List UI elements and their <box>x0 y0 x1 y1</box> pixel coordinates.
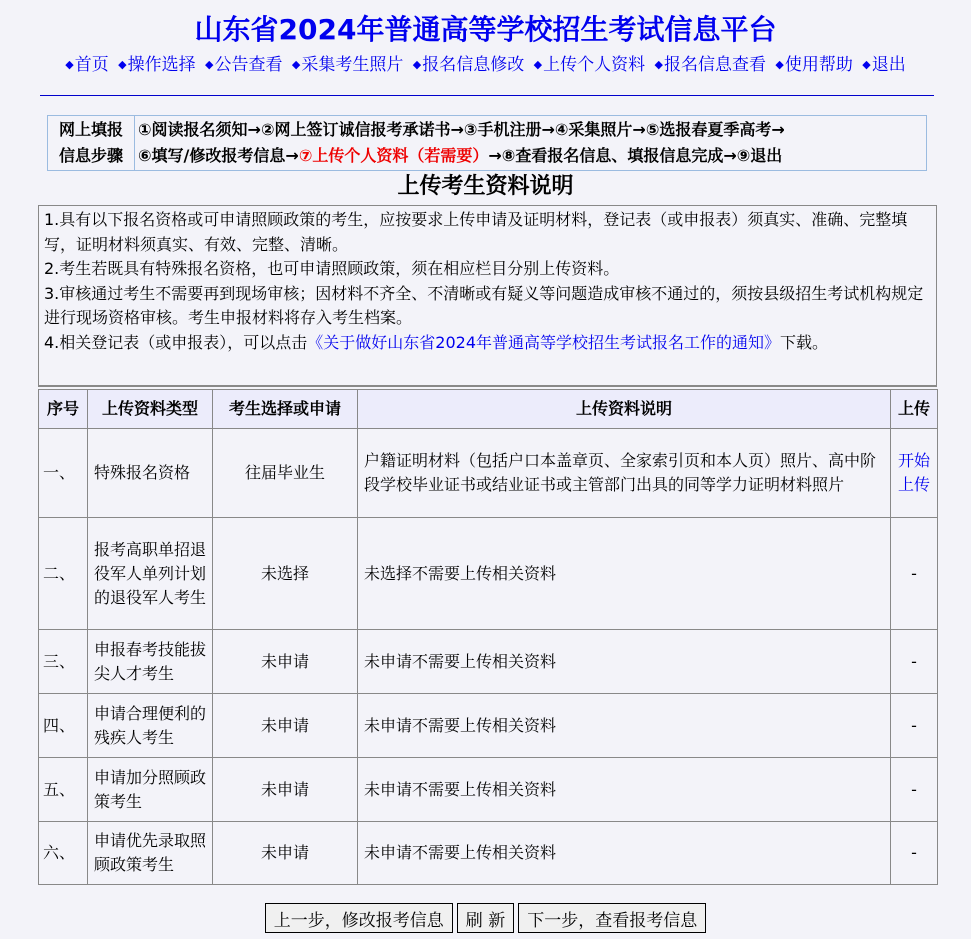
nav-view-registration[interactable]: ◆报名信息查看 <box>654 55 766 75</box>
row-choice: 未申请 <box>213 822 358 885</box>
diamond-bullet-icon: ◆ <box>654 58 663 71</box>
col-header-index: 序号 <box>39 390 88 429</box>
row-upload: - <box>891 630 938 694</box>
row-description: 未选择不需要上传相关资料 <box>358 518 891 630</box>
row-type: 特殊报名资格 <box>88 429 213 518</box>
row-choice: 往届毕业生 <box>213 429 358 518</box>
table-row <box>39 758 938 822</box>
row-index: 六、 <box>39 822 88 885</box>
nav-operation-select[interactable]: ◆操作选择 <box>118 55 196 75</box>
col-header-upload: 上传 <box>891 390 938 429</box>
row-description: 户籍证明材料（包括户口本盖章页、全家索引页和本人页）照片、高中阶段学校毕业证书或结业证书或主管部门出具的同等学力证明材料照片 <box>358 429 891 518</box>
row-upload: - <box>891 694 938 758</box>
nav-photo-capture[interactable]: ◆采集考生照片 <box>291 55 404 75</box>
table-row <box>39 429 938 518</box>
nav-home[interactable]: ◆首页 <box>65 55 109 75</box>
table-row <box>39 694 938 758</box>
note-3: 3.审核通过考生不需要再到现场审核；因材料不齐全、不清晰或有疑义等问题造成审核不通过的，须按县级招生考试机构规定进行现场资格审核。考生申报材料将存入考生档案。 <box>44 283 924 327</box>
col-header-description: 上传资料说明 <box>358 390 891 429</box>
row-index: 二、 <box>39 518 88 630</box>
diamond-bullet-icon: ◆ <box>775 58 784 71</box>
row-description: 未申请不需要上传相关资料 <box>358 758 891 822</box>
note-2: 2.考生若既具有特殊报名资格，也可申请照顾政策，须在相应栏目分别上传资料。 <box>44 259 620 278</box>
table-header-row <box>39 390 938 429</box>
row-description: 未申请不需要上传相关资料 <box>358 630 891 694</box>
row-choice: 未申请 <box>213 630 358 694</box>
col-header-type: 上传资料类型 <box>88 390 213 429</box>
start-upload-link[interactable]: 开始上传 <box>897 451 930 494</box>
notice-download-link[interactable]: 《关于做好山东省2024年普通高等学校招生考试报名工作的通知》 <box>307 332 781 352</box>
row-type: 申请合理便利的残疾人考生 <box>88 694 213 758</box>
diamond-bullet-icon: ◆ <box>533 58 543 71</box>
note-1: 1.具有以下报名资格或可申请照顾政策的考生，应按要求上传申请及证明材料，登记表（或申报表）须真实、准确、完整填写，证明材料须真实、有效、完整、清晰。 <box>44 210 908 254</box>
nav-help[interactable]: ◆使用帮助 <box>775 55 853 75</box>
row-choice: 未申请 <box>213 694 358 758</box>
diamond-bullet-icon: ◆ <box>118 58 127 71</box>
row-description: 未申请不需要上传相关资料 <box>358 694 891 758</box>
refresh-button[interactable]: 刷 新 <box>457 903 514 933</box>
row-type: 申请优先录取照顾政策考生 <box>88 822 213 885</box>
table-row <box>39 822 938 885</box>
row-choice: 未申请 <box>213 758 358 822</box>
current-step: ⑦上传个人资料（若需要） <box>298 146 489 165</box>
prev-step-button[interactable]: 上一步，修改报考信息 <box>265 903 453 933</box>
steps-content <box>135 116 927 171</box>
instructions-box <box>38 205 937 387</box>
next-step-button[interactable]: 下一步，查看报考信息 <box>518 903 706 933</box>
upload-materials-table <box>38 389 938 885</box>
top-nav <box>0 52 971 78</box>
col-header-choice: 考生选择或申请 <box>213 390 358 429</box>
nav-edit-registration[interactable]: ◆报名信息修改 <box>412 55 525 75</box>
header-divider <box>40 95 934 96</box>
diamond-bullet-icon: ◆ <box>65 58 74 71</box>
diamond-bullet-icon: ◆ <box>412 58 422 71</box>
row-index: 三、 <box>39 630 88 694</box>
row-upload: - <box>891 518 938 630</box>
site-title: 山东省2024年普通高等学校招生考试信息平台 <box>194 13 777 46</box>
row-index: 四、 <box>39 694 88 758</box>
row-upload: - <box>891 822 938 885</box>
steps-line-2: ⑥填写/修改报考信息→⑦上传个人资料（若需要）→⑧查看报名信息、填报信息完成→⑨退出 <box>138 146 783 165</box>
table-row <box>39 630 938 694</box>
bottom-actions <box>0 903 971 933</box>
note-4: 4.相关登记表（或申报表），可以点击《关于做好山东省2024年普通高等学校招生考试报名工作的通知》下载。 <box>44 332 829 352</box>
row-upload: - <box>891 758 938 822</box>
diamond-bullet-icon: ◆ <box>291 58 301 71</box>
page-subtitle: 上传考生资料说明 <box>397 174 574 199</box>
nav-announcements[interactable]: ◆公告查看 <box>205 55 283 75</box>
steps-label: 网上填报 信息步骤 <box>48 116 135 171</box>
steps-table <box>47 115 927 171</box>
row-index: 五、 <box>39 758 88 822</box>
steps-line-1: ①阅读报名须知→②网上签订诚信报考承诺书→③手机注册→④采集照片→⑤选报春夏季高考→ <box>138 120 785 139</box>
diamond-bullet-icon: ◆ <box>205 58 214 71</box>
row-index: 一、 <box>39 429 88 518</box>
nav-logout[interactable]: ◆退出 <box>862 55 906 75</box>
row-type: 申请加分照顾政策考生 <box>88 758 213 822</box>
nav-upload-documents[interactable]: ◆上传个人资料 <box>533 55 646 75</box>
row-type: 报考高职单招退役军人单列计划的退役军人考生 <box>88 518 213 630</box>
row-upload <box>891 429 938 518</box>
row-type: 申报春考技能拔尖人才考生 <box>88 630 213 694</box>
row-description: 未申请不需要上传相关资料 <box>358 822 891 885</box>
diamond-bullet-icon: ◆ <box>862 58 871 71</box>
row-choice: 未选择 <box>213 518 358 630</box>
table-row <box>39 518 938 630</box>
